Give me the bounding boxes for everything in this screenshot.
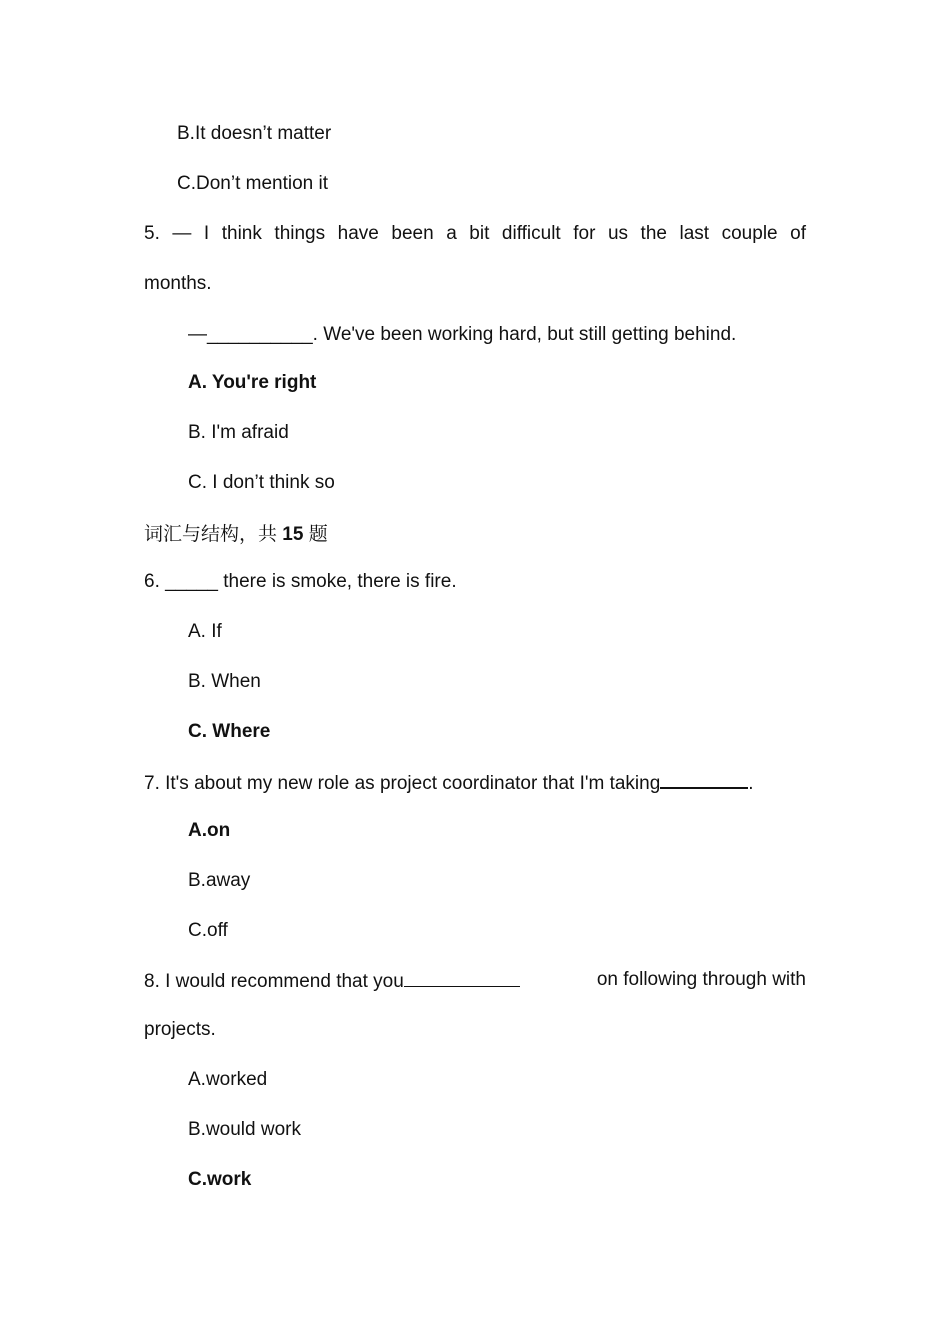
q5-stem-line2: months. <box>144 273 212 294</box>
q6-option-c: C. Where <box>188 721 271 742</box>
q8-blank <box>404 968 520 987</box>
q5-option-c: C. I don’t think so <box>188 472 335 493</box>
section-label: 词汇与结构，共 <box>144 523 278 545</box>
section-heading <box>144 522 328 547</box>
section-count: 15 <box>282 524 304 545</box>
q5-option-b: B. I'm afraid <box>188 422 289 443</box>
q6-option-b: B. When <box>188 671 261 692</box>
q8-option-c: C.work <box>188 1169 252 1190</box>
q5-reply: —__________. We've been working hard, but still getting behind. <box>188 324 737 345</box>
q8-stem-line1 <box>144 968 806 994</box>
q7-blank <box>660 769 748 789</box>
section-suffix: 题 <box>308 523 328 545</box>
q6-stem: 6. _____ there is smoke, there is fire. <box>144 571 457 592</box>
q8-stem-line2: projects. <box>144 1019 216 1040</box>
q7-stem-end: . <box>748 773 754 794</box>
q5-option-a: A. You're right <box>188 372 317 393</box>
q7-option-a: A.on <box>188 820 231 841</box>
q7-stem-text: 7. It's about my new role as project coordinator that I'm taking <box>144 773 661 794</box>
q4-option-b: B.It doesn’t matter <box>177 123 332 144</box>
q7-stem <box>144 769 754 796</box>
q8-option-b: B.would work <box>188 1119 301 1140</box>
q5-stem-line1: 5. — I think things have been a bit difficult for us the last couple of <box>144 223 806 244</box>
q6-option-a: A. If <box>188 621 222 642</box>
q8-option-a: A.worked <box>188 1069 268 1090</box>
q8-stem-end: on following through with <box>596 969 806 990</box>
q7-option-b: B.away <box>188 870 251 891</box>
q4-option-c: C.Don’t mention it <box>177 173 329 194</box>
q8-stem-text: 8. I would recommend that you <box>144 968 520 994</box>
q7-option-c: C.off <box>188 920 228 941</box>
